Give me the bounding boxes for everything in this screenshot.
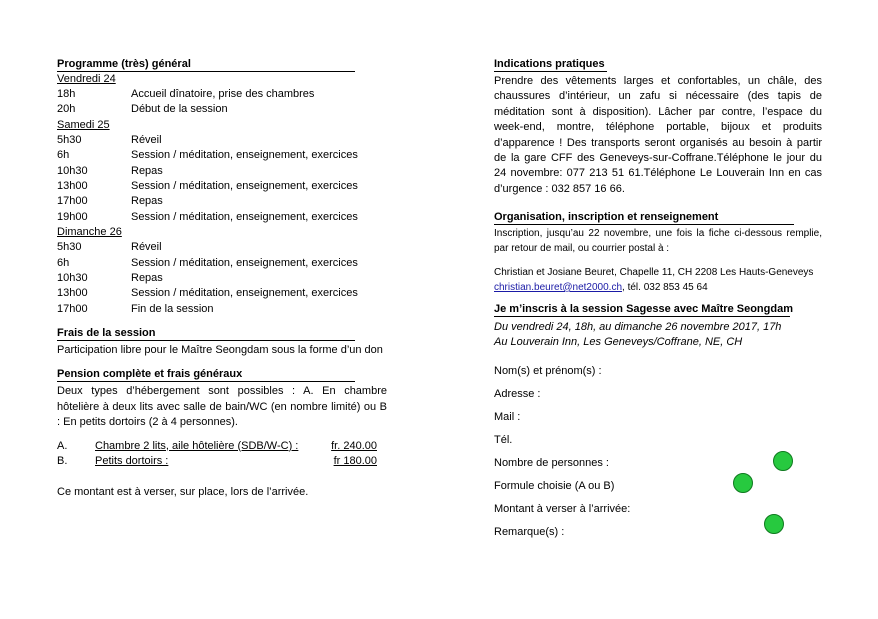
form-field-label: Nom(s) et prénom(s) : [494, 365, 602, 378]
schedule-time: 17h00 [57, 195, 88, 208]
price-amount: fr. 240.00 [331, 439, 377, 452]
inscription-dates: Du vendredi 24, 18h, au dimanche 26 novembre 2017, 17h [494, 321, 782, 334]
organisation-tel: , tél. 032 853 45 64 [622, 281, 708, 293]
right-column [494, 58, 822, 544]
day-heading: Dimanche 26 [57, 226, 122, 239]
schedule-time: 20h [57, 103, 76, 116]
form-field-label: Adresse : [494, 388, 541, 401]
schedule-row [57, 271, 387, 286]
pension-text: Deux types d’hébergement sont possibles : A. En chambre hôtelière à deux lits avec salle de bain/WC (en nombre limité) ou B : En petits dortoirs (2 à 4 personnes). [57, 385, 387, 429]
left-column [57, 58, 387, 500]
schedule-row [57, 194, 387, 209]
programme-list [57, 72, 387, 317]
schedule-desc: Repas [131, 195, 163, 208]
schedule-desc: Fin de la session [131, 302, 214, 315]
schedule-row [57, 87, 387, 102]
schedule-row [57, 210, 387, 225]
indications-title: Indications pratiques [494, 58, 607, 72]
green-dot [764, 514, 784, 534]
day-heading: Vendredi 24 [57, 73, 116, 85]
green-dot [733, 473, 753, 493]
schedule-time: 6h [57, 149, 70, 162]
green-dot [773, 451, 793, 471]
schedule-time: 13h00 [57, 179, 88, 192]
schedule-time: 19h00 [57, 210, 88, 223]
price-letter: B. [57, 455, 68, 468]
price-label: Chambre 2 lits, aile hôtelière (SDB/W-C) : [95, 439, 299, 452]
schedule-time: 13h00 [57, 287, 88, 300]
price-amount: fr 180.00 [333, 455, 377, 468]
schedule-desc: Session / méditation, enseignement, exercices [131, 149, 358, 162]
schedule-time: 10h30 [57, 164, 88, 177]
schedule-desc: Début de la session [131, 103, 228, 116]
schedule-row [57, 240, 387, 255]
form-field-label: Nombre de personnes : [494, 457, 609, 470]
schedule-desc: Accueil dînatoire, prise des chambres [131, 88, 315, 100]
inscription-place: Au Louverain Inn, Les Geneveys/Coffrane, NE, CH [494, 336, 743, 349]
schedule-desc: Repas [131, 164, 163, 177]
organisation-title: Organisation, inscription et renseignement [494, 211, 794, 225]
schedule-desc: Session / méditation, enseignement, exercices [131, 210, 358, 223]
schedule-row [57, 256, 387, 271]
price-row-b [57, 454, 387, 470]
organisation-contact [494, 281, 822, 296]
schedule-desc: Session / méditation, enseignement, exercices [131, 287, 358, 300]
pension-title: Pension complète et frais généraux [57, 368, 355, 382]
schedule-row [57, 148, 387, 163]
schedule-row [57, 164, 387, 179]
schedule-row [57, 133, 387, 148]
price-letter: A. [57, 439, 68, 452]
schedule-row [57, 179, 387, 194]
schedule-time: 5h30 [57, 133, 82, 146]
schedule-row [57, 302, 387, 317]
form-field-label: Tél. [494, 434, 513, 447]
schedule-time: 10h30 [57, 271, 88, 284]
price-label: Petits dortoirs : [95, 455, 169, 468]
schedule-desc: Session / méditation, enseignement, exercices [131, 179, 358, 192]
organisation-text: Inscription, jusqu’au 22 novembre, une fois la fiche ci-dessous remplie, par retour de mail, ou courrier postal à : [494, 228, 822, 254]
form-field-label: Montant à verser à l’arrivée: [494, 503, 631, 516]
schedule-desc: Réveil [131, 241, 162, 254]
pension-note: Ce montant est à verser, sur place, lors de l’arrivée. [57, 485, 309, 498]
email-link[interactable]: christian.beuret@net2000.ch [494, 281, 623, 293]
schedule-time: 17h00 [57, 302, 88, 315]
frais-title: Frais de la session [57, 327, 355, 341]
form-field-label: Formule choisie (A ou B) [494, 480, 615, 493]
schedule-time: 18h [57, 88, 76, 100]
frais-text: Participation libre pour le Maître Seongdam sous la forme d’un don [57, 344, 383, 357]
schedule-desc: Repas [131, 271, 163, 284]
schedule-time: 5h30 [57, 241, 82, 254]
price-row-a [57, 439, 387, 455]
schedule-desc: Réveil [131, 133, 162, 146]
schedule-row [57, 286, 387, 301]
indications-text: Prendre des vêtements larges et confortables, un châle, des chaussures d’intérieur, un zafu si nécessaire (des tapis de méditation sont à disposition). Lâcher par contre, l’espace du week-end, montre, téléphone portable, bijoux et produits d’apparence ! Des transports seront organisés au besoin à partir de la gare CFF des Geneveys-sur-Coffrane.Téléphone le jour du 24 novembre: 077 213 51 61.Téléphone Le Louverain Inn en cas d’urgence : 032 857 16 66. [494, 75, 822, 195]
schedule-row [57, 102, 387, 117]
schedule-time: 6h [57, 256, 70, 269]
form-field-label: Mail : [494, 411, 521, 424]
form-field-label: Remarque(s) : [494, 526, 565, 539]
inscription-title: Je m’inscris à la session Sagesse avec Maître Seongdam [494, 303, 793, 316]
schedule-desc: Session / méditation, enseignement, exercices [131, 256, 358, 269]
day-heading: Samedi 25 [57, 118, 110, 131]
organisation-address: Christian et Josiane Beuret, Chapelle 11, CH 2208 Les Hauts-Geneveys [494, 267, 814, 279]
programme-title: Programme (très) général [57, 58, 355, 72]
